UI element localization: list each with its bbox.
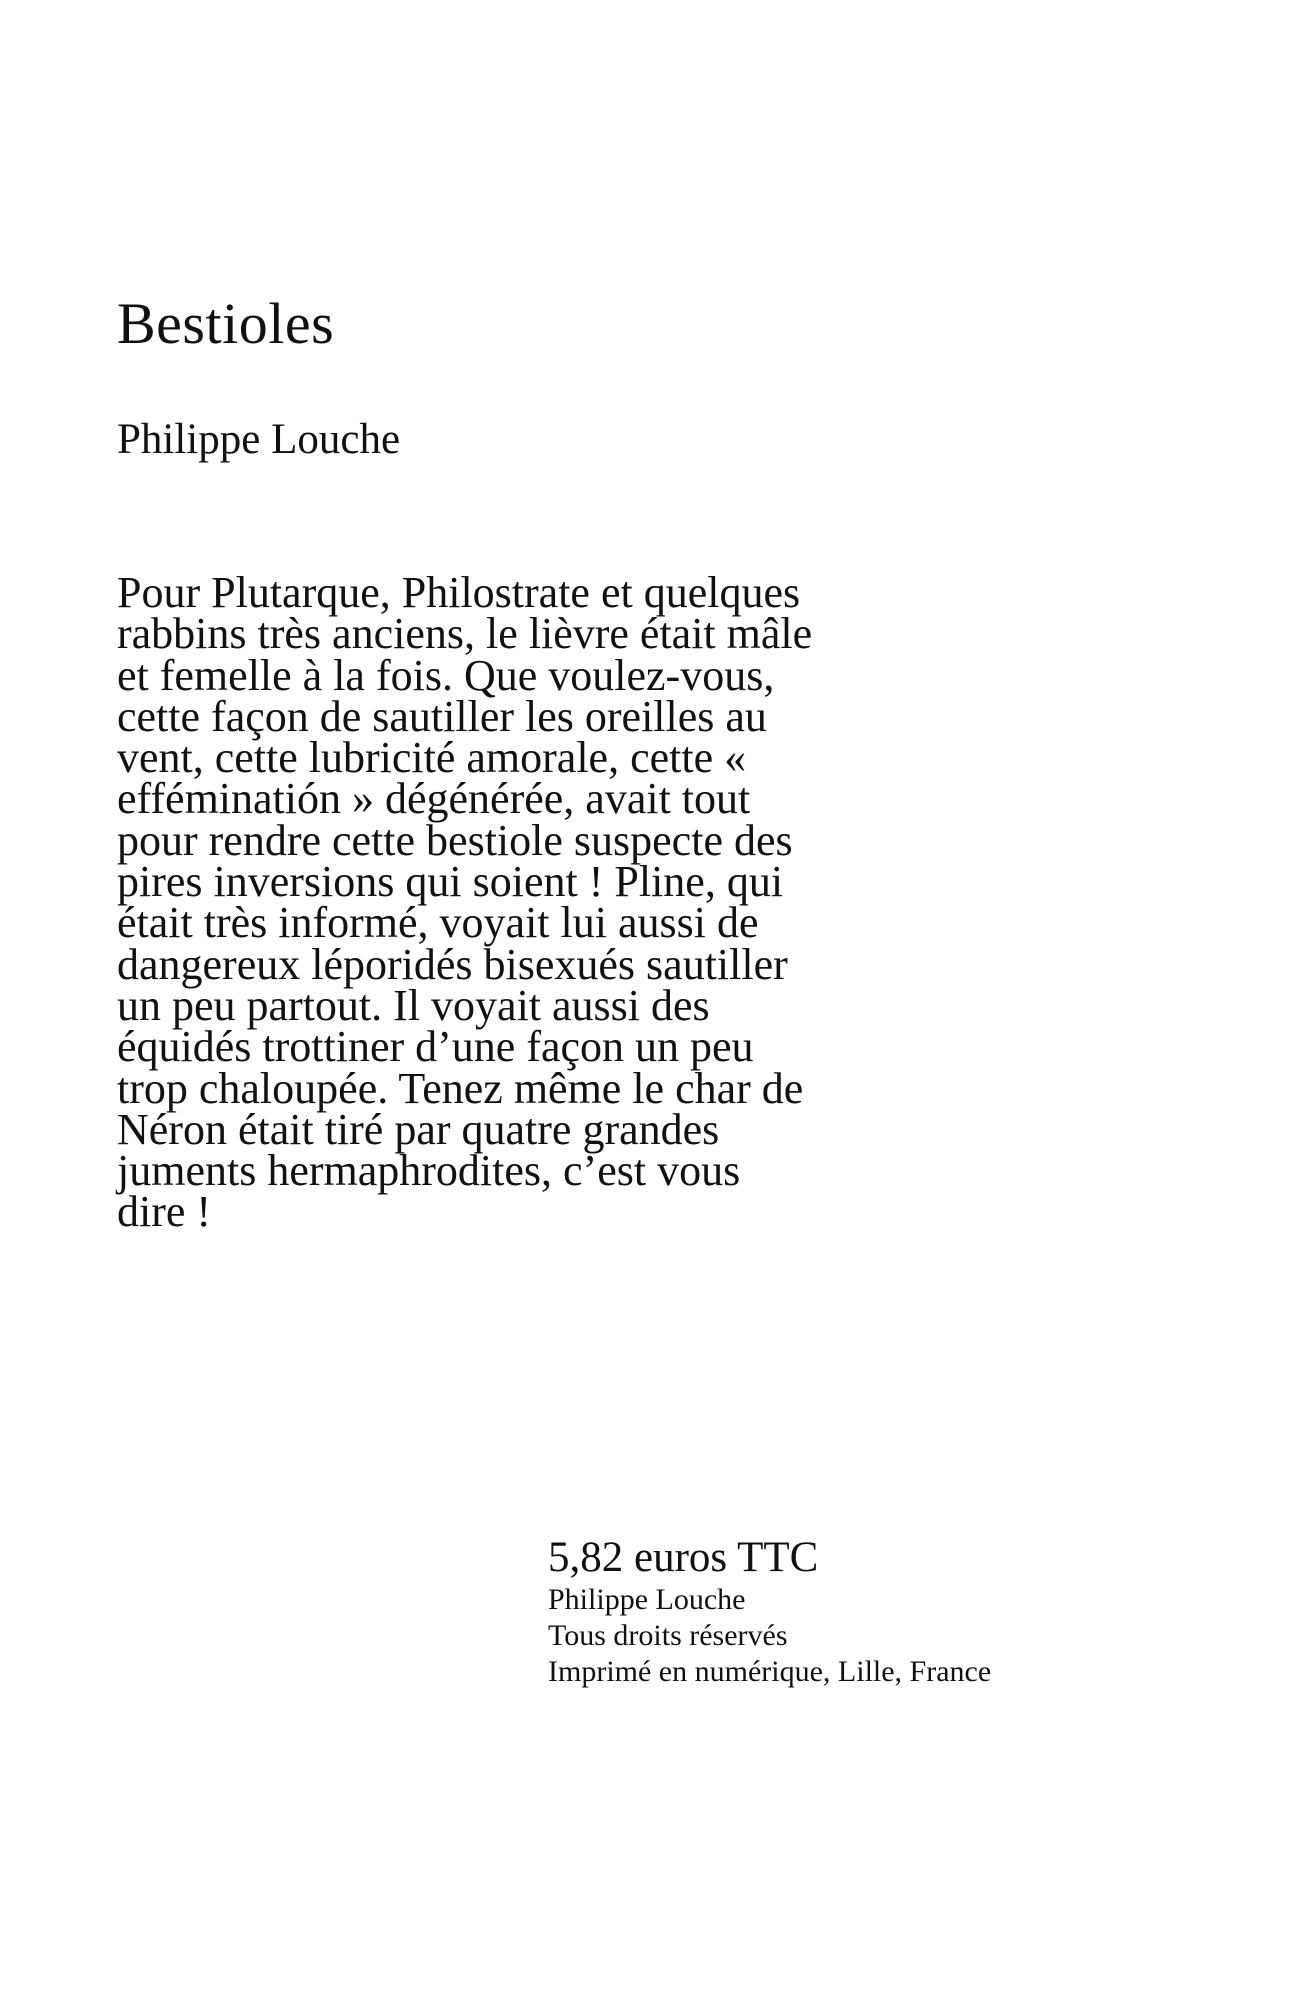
printing-notice: Imprimé en numérique, Lille, France (548, 1655, 992, 1688)
body-line: efféminatión » dégénérée, avait tout (117, 774, 751, 824)
body-line: dire ! (117, 1187, 212, 1237)
body-line: pour rendre cette bestiole suspecte des (117, 815, 793, 865)
body-line: pires inversions qui soient ! Pline, qui (117, 857, 784, 907)
colophon-author: Philippe Louche (548, 1583, 746, 1616)
body-line: Néron était tiré par quatre grandes (117, 1104, 720, 1154)
book-author: Philippe Louche (117, 416, 401, 463)
body-paragraph (117, 568, 967, 1237)
body-line: un peu partout. Il voyait aussi des (117, 980, 710, 1030)
rights-notice: Tous droits réservés (548, 1619, 788, 1652)
body-line: trop chaloupée. Tenez même le char de (117, 1063, 804, 1113)
price-label: 5,82 euros TTC (548, 1534, 819, 1581)
body-line: Pour Plutarque, Philostrate et quelques (117, 568, 801, 617)
body-line: juments hermaphrodites, c’est vous (117, 1146, 741, 1196)
body-line: dangereux léporidés bisexués sautiller (117, 939, 788, 989)
colophon (548, 1534, 1168, 1690)
body-line: rabbins très anciens, le lièvre était mâle (117, 609, 813, 659)
body-line: était très informé, voyait lui aussi de (117, 898, 759, 948)
body-line: et femelle à la fois. Que voulez-vous, (117, 650, 775, 700)
book-title: Bestioles (117, 291, 335, 356)
body-line: équidés trottiner d’une façon un peu (117, 1022, 754, 1072)
body-line: cette façon de sautiller les oreilles au (117, 691, 767, 741)
body-line: vent, cette lubricité amorale, cette « (117, 733, 747, 783)
